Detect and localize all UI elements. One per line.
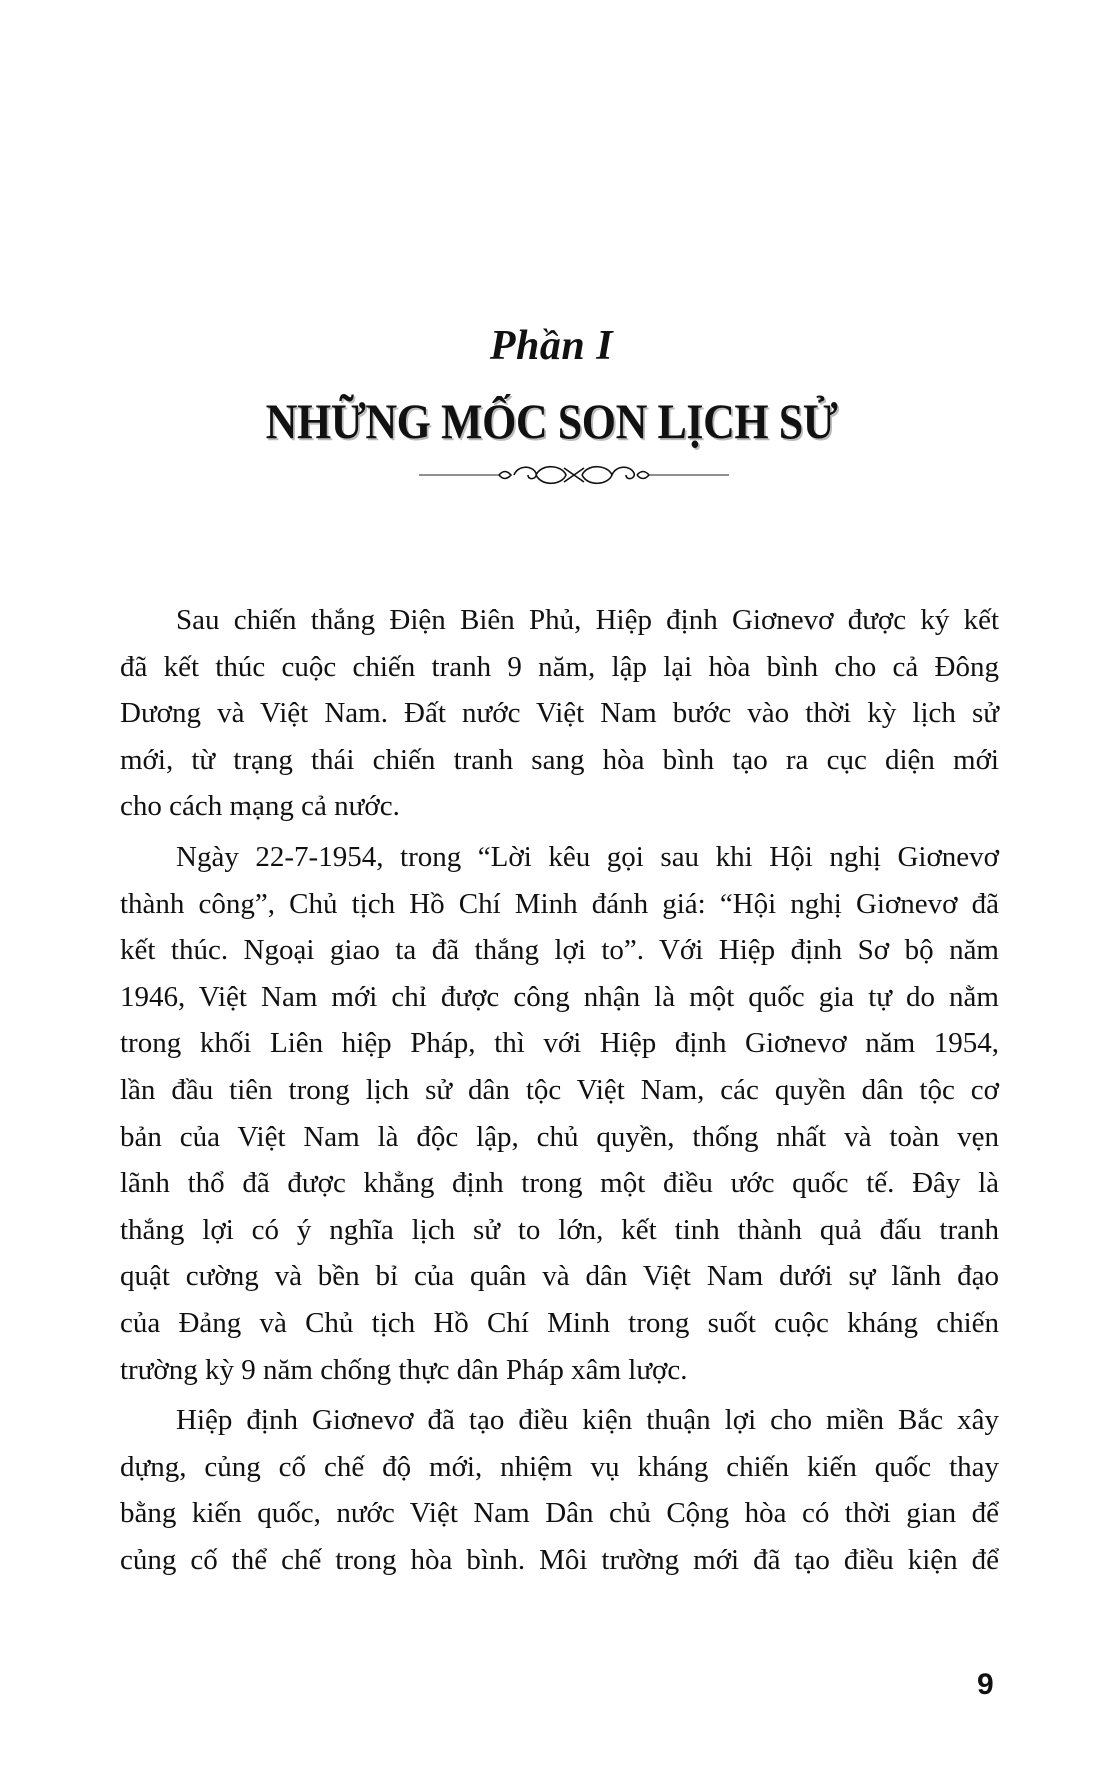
text-line: quật cường và bền bỉ của quân và dân Việt Nam dưới sự lãnh đạo [120,1260,999,1293]
text-line: Sau chiến thắng Điện Biên Phủ, Hiệp định Giơnevơ được ký kết [176,604,999,636]
text-line: lãnh thổ đã được khẳng định trong một điều ước quốc tế. Đây là [120,1167,999,1200]
text-line: Hiệp định Giơnevơ đã tạo điều kiện thuận lợi cho miền Bắc xây [176,1404,999,1437]
text-line: bản của Việt Nam là độc lập, chủ quyền, thống nhất và toàn vẹn [120,1120,999,1153]
text-line: của Đảng và Chủ tịch Hồ Chí Minh trong suốt cuộc kháng chiến [120,1306,999,1339]
part-label: Phần I [489,323,614,369]
text-line: đã kết thúc cuộc chiến tranh 9 năm, lập lại hòa bình cho cả Đông [120,650,999,683]
page-number: 9 [977,1668,994,1701]
text-line: Dương và Việt Nam. Đất nước Việt Nam bước vào thời kỳ lịch sử [120,697,999,730]
text-line: 1946, Việt Nam mới chỉ được công nhận là một quốc gia tự do nằm [120,980,999,1013]
text-line: lần đầu tiên trong lịch sử dân tộc Việt Nam, các quyền dân tộc cơ [120,1073,999,1106]
chapter-title: NHỮNG MỐC SON LỊCH SỬ [265,393,838,449]
text-line: bằng kiến quốc, nước Việt Nam Dân chủ Cộng hòa có thời gian để [120,1497,999,1530]
text-line: cho cách mạng cả nước. [120,790,400,823]
ornament-divider-icon [419,462,729,488]
text-line: củng cố thể chế trong hòa bình. Môi trường mới đã tạo điều kiện để [120,1543,999,1576]
paragraph-2 [120,834,999,1393]
paragraph-1 [120,597,999,830]
text-line: mới, từ trạng thái chiến tranh sang hòa bình tạo ra cục diện mới [120,743,999,776]
text-line: kết thúc. Ngoại giao ta đã thắng lợi to”. Với Hiệp định Sơ bộ năm [120,934,999,967]
text-line: dựng, củng cố chế độ mới, nhiệm vụ kháng chiến kiến quốc thay [120,1450,999,1483]
body-text [120,597,999,1583]
text-line: trường kỳ 9 năm chống thực dân Pháp xâm lược. [120,1353,688,1386]
text-line: Ngày 22-7-1954, trong “Lời kêu gọi sau khi Hội nghị Giơnevơ [176,840,999,873]
text-line: trong khối Liên hiệp Pháp, thì với Hiệp định Giơnevơ năm 1954, [120,1027,999,1060]
paragraph-3 [120,1397,999,1583]
text-line: thắng lợi có ý nghĩa lịch sử to lớn, kết tinh thành quả đấu tranh [120,1213,999,1246]
text-line: thành công”, Chủ tịch Hồ Chí Minh đánh giá: “Hội nghị Giơnevơ đã [120,887,999,920]
